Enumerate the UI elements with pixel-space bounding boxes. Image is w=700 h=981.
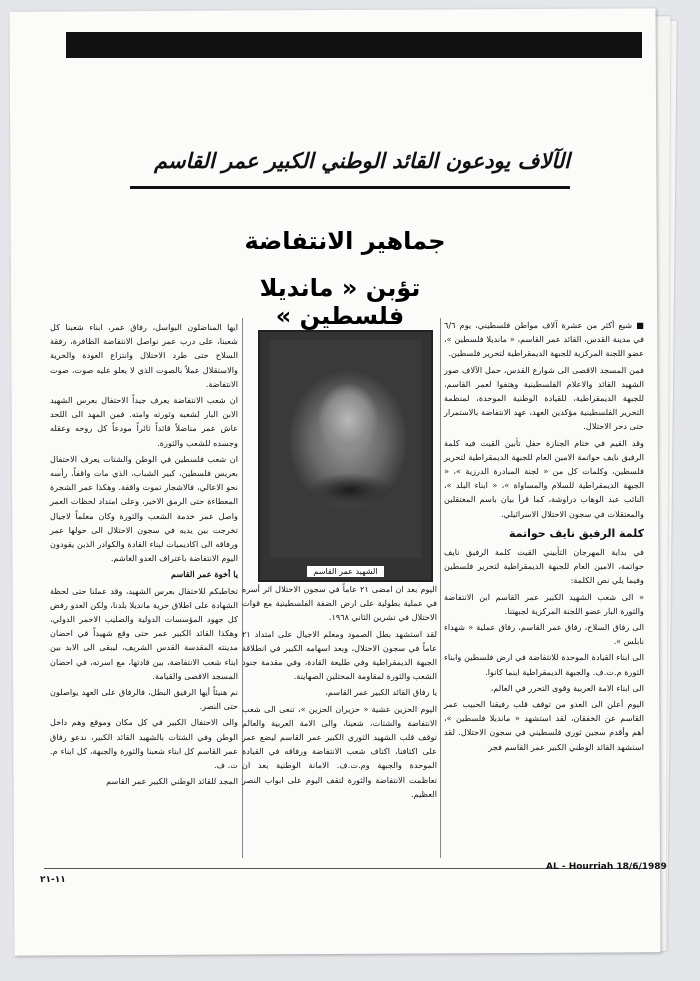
portrait-image (270, 340, 421, 558)
left-column (50, 320, 238, 791)
paragraph: ان شعب فلسطين في الوطن والشتات يعرف الاحتفال بعريس فلسطين، كبير الشباب، الذي مات واقفاً، رأسه نحو الاعالي، فالاشجار تموت واقفة. وهكذا عمر الشجرة المعطاءة حتى الرمق الاخير، وعلى امتداد لحظات العمر واصل عمر خدمة الشعب والثورة وكان معلماً لاجيال تخرجت بين يديه في سجون الاحتلال الى حولها عمر ورفاقه الى اكاديميات لبناء القادة والكوادر الذين يقودون اليوم الانتفاضة باعتراف العدو الغاشم. (50, 453, 238, 564)
publication-date: AL - Hourriah 18/6/1989 (546, 862, 667, 872)
paragraph: الى رفاق السلاح، رفاق عمر القاسم، رفاق عملية « شهداء نابلس ». (444, 622, 644, 647)
paragraph: لقد استشهد بطل الصمود ومعلم الاجيال على امتداد ٢١ عاماً في سجون الاحتلال، وبعد اسهامه الكبير في انطلاقة الجبهة الديمقراطية وفي طليعة القادة، وفي مقدمة جنود الشعب والثورة لمقاومة المحتلين الصهاينة. (242, 628, 437, 682)
portrait-photo (258, 330, 433, 582)
photo-caption-text: الشهيد عمر القاسم (307, 566, 383, 577)
paragraph: يا رفاق القائد الكبير عمر القاسم، (325, 687, 437, 698)
paragraph: الى ابناء القيادة الموحدة للانتفاضة في ارض فلسطين وابناء الثورة م.ت.ف. والجبهة الديمقراطية اينما كانوا. (444, 652, 644, 677)
column-divider-right (440, 318, 441, 858)
paragraph: ايها المناضلون البواسل، رفاق عمر، ابناء شعبنا كل شعبنا، على درب عمر نواصل الانتفاضة الظافرة، رفقة السلاح حتى طرد الاحتلال وانتزاع العودة والحرية والاستقلال عملاً بالصوت الذي لا يعلو عليه صوت، صوت الانتفاضة. (50, 322, 238, 389)
paragraph: اليوم بعد ان امضى ٢١ عاماً في سجون الاحتلال اثر أسره في عملية بطولية على ارض الضفة الفلسطينية مع قوات الاحتلال في تشرين الثاني ١٩٦٨. (242, 584, 437, 623)
paragraph: يا أخوة عمر القاسم (170, 569, 238, 580)
paragraph: الى ابناء الامة العربية وقوى التحرر في العالم، (490, 682, 644, 693)
headline-text: الآلاف يودعون القائد الوطني الكبير عمر القاسم (153, 148, 570, 173)
right-column (444, 318, 644, 756)
middle-column (242, 582, 437, 803)
paragraph: اليوم أعلن الى العدو من توقف قلب رفيقنا الحبيب عمر القاسم عن الخفقان، لقد استشهد « مانديلا فلسطين »، أهم وأقدم سجين ثوري فلسطيني في سجون الاحتلال. لقد استشهد القائد الوطني الكبير عمر القاسم فجر (444, 699, 644, 752)
paragraph: تخاطبكم للاحتفال بعرس الشهيد، وقد عملنا حتى لحظة الشهادة على اطلاق حرية مانديلا بلدنا، ولكن العدو رفض كل جهود المؤسسات الدولية والصليب الاحمر الدولي، وهكذا القائد الكبير عمر حتى وقع شهيداً في احضان مدينته المقدسة القدس الشريف، ليبقى الى الابد بين ابناء شعب الانتفاضة، بين قادتها، مع اسرته، في احضان المسجد الاقصى والقيامة. (50, 585, 238, 681)
paragraph: فمن المسجد الاقصى الى شوارع القدس، حمل الآلاف صور الشهيد القائد والاعلام الفلسطينية وهتفوا لعمر القاسم، للجبهة الديمقراطية، للقيادة الوطنية الموحدة، لمنظمة التحرير الفلسطينية مؤكدين العهد، عهد الانتفاضة بالاستمرار حتى دحر الاحتلال. (444, 364, 644, 432)
paragraph: « الى شعب الشهيد الكبير عمر القاسم ابن الانتفاضة والثورة البار عضو اللجنة المركزية لجبهتنا. (444, 591, 644, 616)
paragraph: نم هنيئاً أيها الرفيق البطل، فالرفاق على العهد يواصلون حتى النصر. (50, 687, 238, 712)
paragraph: وقد القيم في ختام الجنازة حفل تأبين القيت فيه كلمة الرفيق نايف حواتمة الامين العام للجبهة الديمقراطية لتحرير فلسطين، وكلمات كل من « لجنة المبادرة الدرزية »، « الجبهة الديمقراطية للسلام والمساواة »، « ابناء البلد »، النائب عبد الوهاب دراوشة، كما قرأ بيان باسم المعتقلين والمعتقلات في سجون الاحتلال الاسرائيلي. (444, 437, 644, 519)
paragraph: والى الاحتفال الكبير في كل مكان وموقع وهم داخل الوطن وفي الشتات بالشهيد القائد الكبير، ندعو رفاق عمر القاسم كل ابناء شعبنا والثورة والجبهة، كل ابناء م. ت. ف. (50, 717, 238, 771)
article-title-line1: جماهير الانتفاضة (244, 227, 446, 255)
photo-caption (260, 567, 431, 576)
paragraph: في بداية المهرجان التأبيني القيت كلمة الرفيق نايف حواتمة، الامين العام للجبهة الديمقراطية لتحرير فلسطين وفيما يلي نص الكلمة: (444, 547, 644, 586)
paragraph: ■ شيع أكثر من عشرة آلاف مواطن فلسطيني، يوم ٦/٦ في مدينة القدس، القائد عمر القاسم، « مانديلا فلسطين »، عضو اللجنة المركزية للجبهة الديمقراطية لتحرير فلسطين. (444, 320, 644, 359)
top-black-bar (66, 32, 642, 58)
paragraph: المجد للقائد الوطني الكبير عمر القاسم (106, 776, 238, 787)
article-title-line2: تؤبن « مانديلا فلسطين » (259, 274, 421, 330)
headline-underline (130, 186, 570, 189)
paragraph: ان شعب الانتفاضة يعرف جيداً الاحتفال بعرس الشهيد الابن البار لشعبه وثورته وامته. فمن المهد الى اللحد عاش عمر مناضلاً قائداً ثائراً مودعاً كل روحه وعقله وجسده للشعب والثورة. (50, 395, 238, 448)
page-number: ١١-٢١ (40, 875, 66, 885)
paragraph: اليوم الحزين عشية « حزيران الحزين »، تنعى الى شعب الانتفاضة والشتات، شعبنا، والى الامة العربية والعالم توقف قلب الشهيد الثوري الكبير عمر القاسم ليضع عمر على اكتافنا، اكتاف شعب الانتفاضة ورفاقه في القيادة الموحدة والجبهة وم.ت.ف. الامانة الوطنية بعد ان تعاظمت الانتفاضة والثورة لتقف اليوم على ابواب النصر العظيم. (242, 703, 437, 799)
subheading: كلمة الرفيق نايف حواتمة (508, 526, 644, 540)
